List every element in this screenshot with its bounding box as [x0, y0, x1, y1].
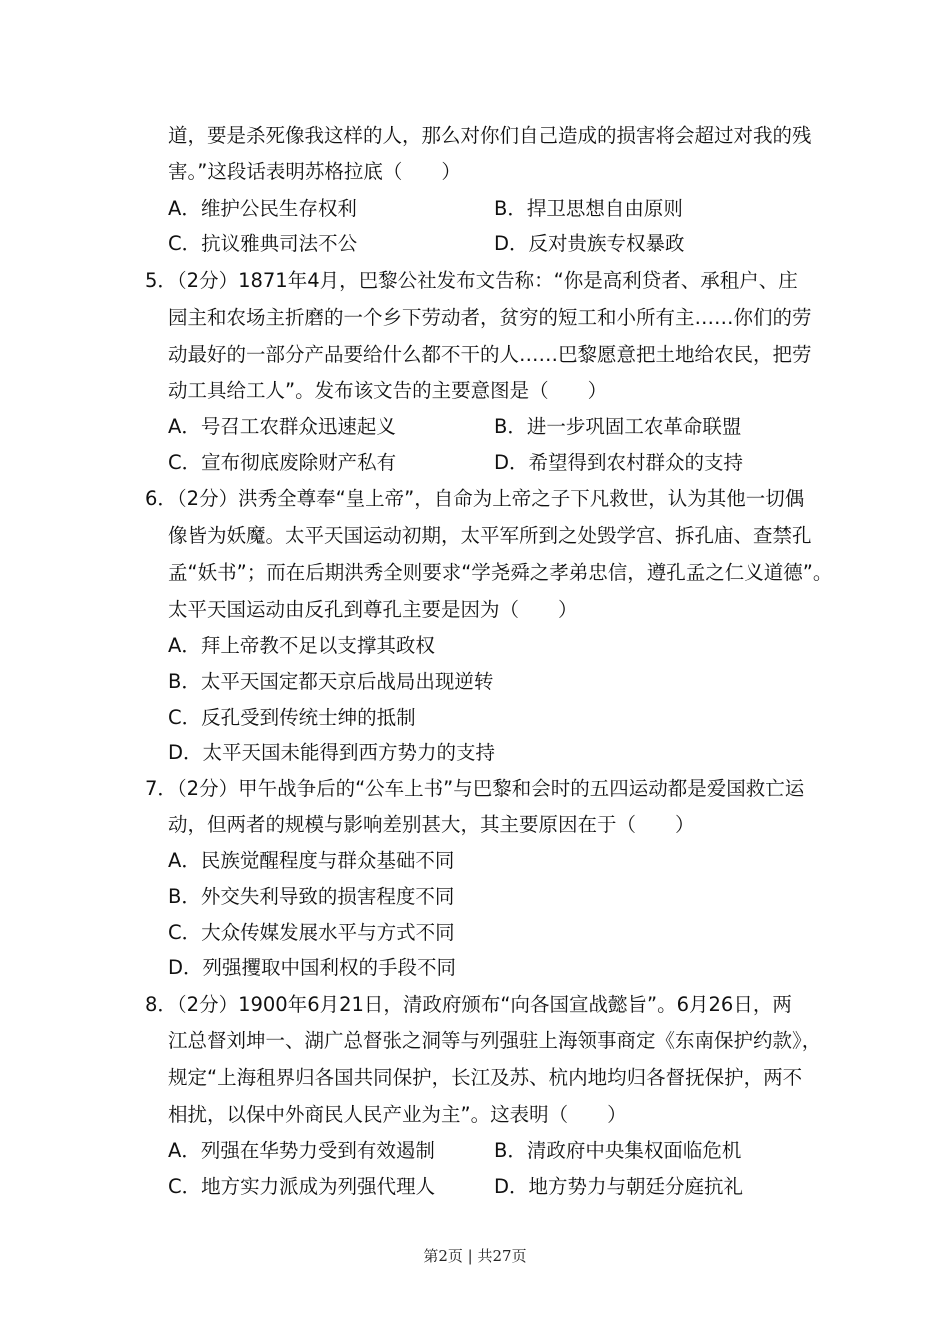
question-8-option-a: A．列强在华势力受到有效遏制: [168, 1139, 435, 1162]
question-6-line-2: 像皆为妖魔。太平天国运动初期，太平军所到之处毁学宫、拆孔庙、查禁孔: [168, 524, 812, 547]
question-4-line-1: 道，要是杀死像我这样的人，那么对你们自己造成的损害将会超过对我的残: [168, 124, 812, 147]
question-7-line-1: 7．（2分）甲午战争后的“公车上书”与巴黎和会时的五四运动都是爱国救亡运: [145, 777, 805, 800]
question-6-option-a: A．拜上帝教不足以支撑其政权: [168, 634, 435, 657]
question-7-option-b: B．外交失利导致的损害程度不同: [168, 885, 455, 908]
question-6-option-d: D．太平天国未能得到西方势力的支持: [168, 741, 496, 764]
question-5-line-3: 动最好的一部分产品要给什么都不干的人……巴黎愿意把土地给农民，把劳: [168, 343, 812, 366]
question-6-option-c: C．反孔受到传统士绅的抵制: [168, 706, 416, 729]
question-4-option-b: B．捍卫思想自由原则: [494, 197, 683, 220]
question-5-option-b: B．进一步巩固工农革命联盟: [494, 415, 742, 438]
question-7-option-c: C．大众传媒发展水平与方式不同: [168, 921, 455, 944]
question-8-line-4: 相扰，以保中外商民人民产业为主”。这表明（ ）: [168, 1103, 627, 1126]
question-5-option-a: A．号召工农群众迅速起义: [168, 415, 396, 438]
question-8-line-2: 江总督刘坤一、湖广总督张之洞等与列强驻上海领事商定《东南保护约款》，: [168, 1029, 822, 1052]
question-7-option-a: A．民族觉醒程度与群众基础不同: [168, 849, 455, 872]
question-5-line-4: 动工具给工人”。发布该文告的主要意图是（ ）: [168, 379, 608, 402]
question-5-line-2: 园主和农场主折磨的一个乡下劳动者，贫穷的短工和小所有主……你们的劳: [168, 306, 812, 329]
question-4-line-2: 害。”这段话表明苏格拉底（ ）: [168, 160, 461, 183]
question-7-option-d: D．列强攫取中国利权的手段不同: [168, 956, 457, 979]
question-6-line-1: 6．（2分）洪秀全尊奉“皇上帝”，自命为上帝之子下凡救世，认为其他一切偶: [145, 487, 805, 510]
question-5-line-1: 5．（2分）1871年4月，巴黎公社发布文告称：“你是高利贷者、承租户、庄: [145, 269, 798, 292]
page-footer: 第2页 | 共27页: [423, 1247, 527, 1265]
question-8-option-d: D．地方势力与朝廷分庭抗礼: [494, 1175, 744, 1198]
question-8-line-1: 8．（2分）1900年6月21日，清政府颁布“向各国宣战懿旨”。6月26日，两: [145, 993, 792, 1016]
question-8-option-c: C．地方实力派成为列强代理人: [168, 1175, 436, 1198]
question-4-option-a: A．维护公民生存权利: [168, 197, 357, 220]
question-6-line-3: 孟“妖书”；而在后期洪秀全则要求“学尧舜之孝弟忠信，遵孔孟之仁义道德”。: [168, 561, 833, 584]
question-8-line-3: 规定“上海租界归各国共同保护，长江及苏、杭内地均归各督抚保护，两不: [168, 1066, 803, 1089]
question-5-option-c: C．宣布彻底废除财产私有: [168, 451, 397, 474]
question-8-option-b: B．清政府中央集权面临危机: [494, 1139, 742, 1162]
question-7-line-2: 动，但两者的规模与影响差别甚大，其主要原因在于（ ）: [168, 813, 695, 836]
question-4-option-c: C．抗议雅典司法不公: [168, 232, 358, 255]
question-4-option-d: D．反对贵族专权暴政: [494, 232, 685, 255]
question-5-option-d: D．希望得到农村群众的支持: [494, 451, 744, 474]
question-6-option-b: B．太平天国定都天京后战局出现逆转: [168, 670, 494, 693]
question-6-line-4: 太平天国运动由反孔到尊孔主要是因为（ ）: [168, 598, 578, 621]
